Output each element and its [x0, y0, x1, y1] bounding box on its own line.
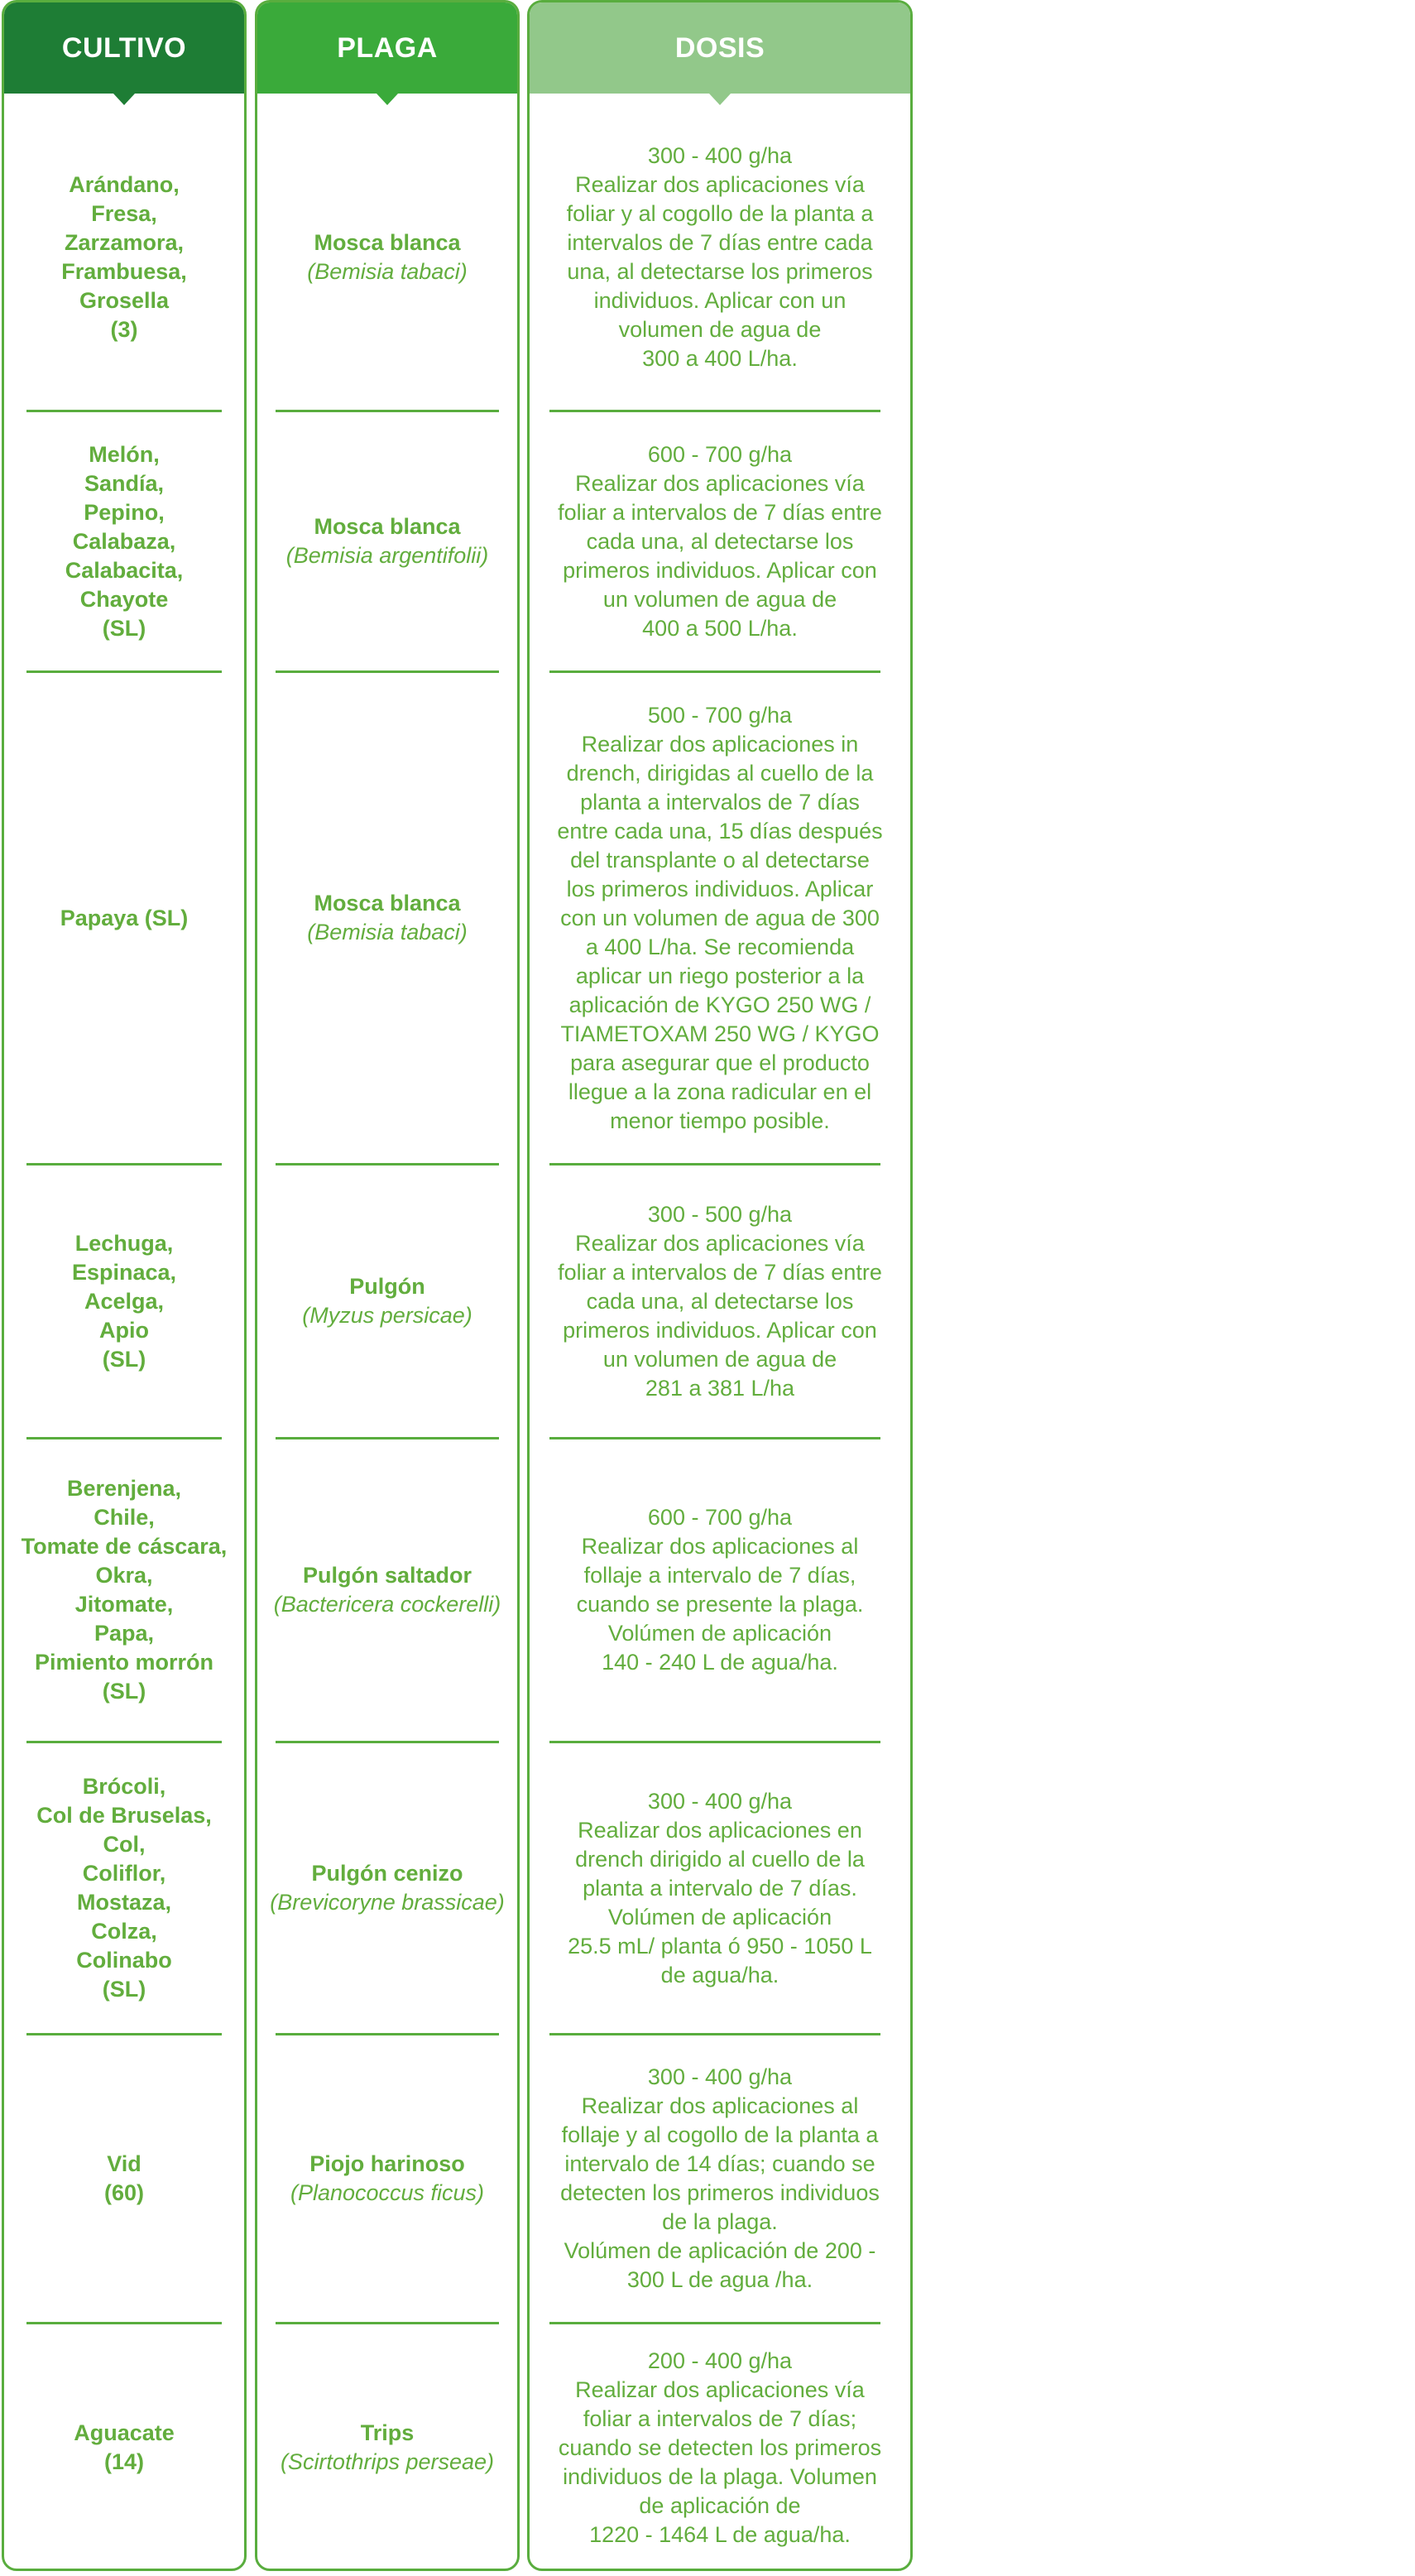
dosis-text: 300 - 400 g/ha Realizar dos aplicaciones vía foliar y al cogollo de la planta a intervalos de 7 días entre cada una, al detectarse los primeros individuos. Aplicar con un volumen de agua de 300 a 400 L/ha. — [566, 143, 874, 371]
cultivo-text: Brócoli, Col de Bruselas, Col, Coliflor, Mostaza, Colza, Colinabo (SL) — [36, 1774, 212, 2002]
plaga-common-name: Piojo harinoso — [309, 2151, 465, 2176]
plaga-common-name: Pulgón saltador — [302, 1563, 472, 1588]
dosis-text: 500 - 700 g/ha Realizar dos aplicaciones in drench, dirigidas al cuello de la planta a intervalos de 7 días entre cada una, 15 días después del transplante o al detectarse los primeros individuos. Aplicar con un volumen de agua de 300 a 400 L/ha. Se recomienda aplicar un riego posterior a la aplicación de KYGO 250 WG / TIAMETOXAM 250 WG / KYGO para asegurar que el producto llegue a la zona radicular en el menor tiempo posible. — [557, 702, 883, 1133]
plaga-cell — [257, 2035, 517, 2322]
dosis-text: 300 - 400 g/ha Realizar dos aplicaciones al follaje y al cogollo de la planta a intervalo de 14 días; cuando se detecten los primeros individuos de la plaga. Volúmen de aplicación de 200 - 300 L de agua /ha. — [560, 2064, 880, 2292]
plaga-common-name: Mosca blanca — [314, 891, 461, 916]
cultivo-header-pointer — [113, 94, 135, 105]
cultivo-text: Berenjena, Chile, Tomate de cáscara, Okra, Jitomate, Papa, Pimiento morrón (SL) — [21, 1476, 228, 1704]
plaga-header-pointer — [377, 94, 398, 105]
dosis-header-pointer — [709, 94, 731, 105]
plaga-cell — [257, 105, 517, 410]
dosis-cell — [530, 1439, 910, 1741]
dosis-cell — [530, 1743, 910, 2033]
cultivo-cell — [4, 1743, 244, 2033]
plaga-column — [255, 0, 520, 2571]
cultivo-cell — [4, 2035, 244, 2322]
cultivo-cell — [4, 2324, 244, 2571]
cultivo-text: Aguacate (14) — [74, 2420, 175, 2474]
plaga-cell — [257, 1165, 517, 1437]
dosis-cell — [530, 412, 910, 670]
dosis-text: 600 - 700 g/ha Realizar dos aplicaciones al follaje a intervalo de 7 días, cuando se presente la plaga. Volúmen de aplicación 140 - 240 L de agua/ha. — [576, 1505, 864, 1675]
dosis-text: 300 - 500 g/ha Realizar dos aplicaciones vía foliar a intervalos de 7 días entre cada una, al detectarse los primeros individuos. Aplicar con un volumen de agua de 281 a 381 L/ha — [558, 1201, 882, 1401]
dosis-cell — [530, 673, 910, 1163]
plaga-scientific-name: (Bemisia tabaci) — [307, 259, 468, 284]
dosis-column — [527, 0, 913, 2571]
dosis-text: 300 - 400 g/ha Realizar dos aplicaciones en drench dirigido al cuello de la planta a intervalo de 7 días. Volúmen de aplicación 25.5 mL/ planta ó 950 - 1050 L de agua/ha. — [568, 1788, 872, 1987]
plaga-scientific-name: (Bemisia tabaci) — [307, 920, 468, 944]
cultivo-cell — [4, 1165, 244, 1437]
cultivo-cell — [4, 673, 244, 1163]
plaga-cell — [257, 673, 517, 1163]
dosis-cell — [530, 2035, 910, 2322]
cultivo-cell — [4, 105, 244, 410]
plaga-common-name: Pulgón cenizo — [311, 1861, 463, 1886]
cultivo-text: Arándano, Fresa, Zarzamora, Frambuesa, Grosella (3) — [61, 172, 187, 342]
plaga-header: PLAGA — [257, 2, 517, 94]
plaga-cell — [257, 1439, 517, 1741]
dosis-cell — [530, 2324, 910, 2571]
dosis-header: DOSIS — [530, 2, 910, 94]
plaga-cell — [257, 412, 517, 670]
dosis-text: 200 - 400 g/ha Realizar dos aplicaciones vía foliar a intervalos de 7 días; cuando se detecten los primeros individuos de la plaga. Volumen de aplicación de 1220 - 1464 L de agua/ha. — [558, 2348, 882, 2547]
cultivo-header: CULTIVO — [4, 2, 244, 94]
plaga-common-name: Pulgón — [349, 1274, 425, 1299]
dosis-cell — [530, 105, 910, 410]
dosis-text: 600 - 700 g/ha Realizar dos aplicaciones vía foliar a intervalos de 7 días entre cada una, al detectarse los primeros individuos. Aplicar con un volumen de agua de 400 a 500 L/ha. — [558, 441, 882, 641]
plaga-scientific-name: (Brevicoryne brassicae) — [270, 1890, 505, 1915]
plaga-scientific-name: (Myzus persicae) — [302, 1303, 472, 1328]
plaga-cell — [257, 2324, 517, 2571]
cultivo-cell — [4, 1439, 244, 1741]
plaga-common-name: Mosca blanca — [314, 514, 461, 539]
cultivo-text: Papaya (SL) — [60, 905, 189, 930]
plaga-cell — [257, 1743, 517, 2033]
plaga-common-name: Mosca blanca — [314, 230, 461, 255]
cultivo-text: Vid (60) — [103, 2151, 144, 2205]
cultivo-text: Lechuga, Espinaca, Acelga, Apio (SL) — [71, 1230, 177, 1372]
dosis-cell — [530, 1165, 910, 1437]
plaga-scientific-name: (Bactericera cockerelli) — [273, 1592, 501, 1617]
cultivo-column — [2, 0, 247, 2571]
cultivo-text: Melón, Sandía, Pepino, Calabaza, Calabacita, Chayote (SL) — [65, 441, 184, 641]
plaga-scientific-name: (Bemisia argentifolii) — [285, 543, 489, 568]
cultivo-cell — [4, 412, 244, 670]
plaga-scientific-name: (Scirtothrips perseae) — [280, 2449, 495, 2474]
plaga-common-name: Trips — [360, 2420, 415, 2445]
plaga-scientific-name: (Planococcus ficus) — [290, 2180, 485, 2205]
